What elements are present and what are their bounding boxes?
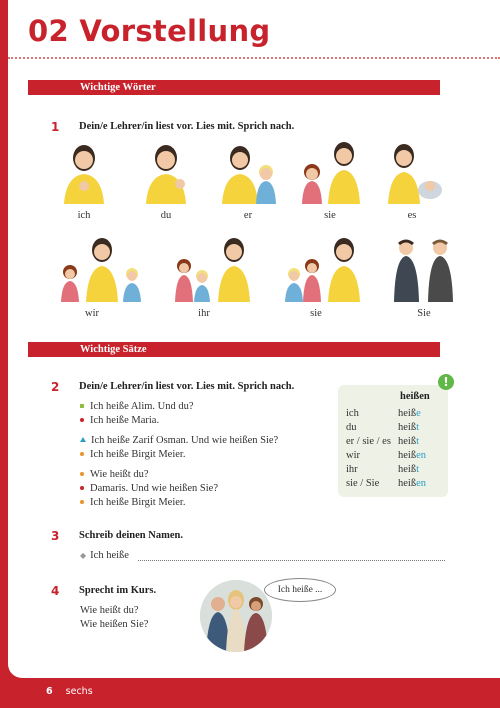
- grammar-box: [338, 385, 448, 497]
- pronoun-illustration-ich: [48, 138, 120, 224]
- page-title: [28, 14, 270, 48]
- chapter-number: 02: [28, 14, 69, 48]
- exercise-instruction: Dein/e Lehrer/in liest vor. Lies mit. Sprich nach.: [79, 121, 295, 132]
- exercise-number: 4: [51, 584, 60, 598]
- exercise-instruction: Schreib deinen Namen.: [79, 530, 183, 541]
- pronoun-label: ihr: [198, 308, 210, 319]
- section-banner-sentences: [28, 342, 440, 357]
- person-illustration: [130, 138, 202, 208]
- dot-bullet-icon: [80, 500, 84, 504]
- textbook-page: [8, 0, 500, 678]
- people-illustration: [56, 236, 146, 306]
- conjugation-row: ich heiße: [346, 408, 421, 419]
- pronoun-label: er: [243, 210, 253, 221]
- dialogue-line: Ich heiße Birgit Meier.: [80, 447, 185, 462]
- section-banner-label: Wichtige Wörter: [80, 82, 156, 93]
- section-banner-words: [28, 80, 440, 95]
- dialogue-line: Ich heiße Maria.: [80, 413, 159, 428]
- people-illustration: [212, 138, 284, 208]
- name-write-line[interactable]: [138, 560, 445, 561]
- pronoun-illustration-Sie-formal: [388, 236, 460, 322]
- pronoun-label: ich: [77, 210, 91, 221]
- dialogue-line: Damaris. Und wie heißen Sie?: [80, 481, 218, 496]
- people-illustration: [280, 236, 370, 306]
- pronoun-illustration-wir: [56, 236, 128, 322]
- conjugation-row: ihr heißt: [346, 464, 419, 475]
- pronoun-illustration-ihr: [168, 236, 240, 322]
- pronoun-label: sie: [324, 210, 336, 221]
- pronoun-label: es: [407, 210, 417, 221]
- people-illustration: [376, 138, 448, 208]
- triangle-bullet-icon: [80, 437, 86, 442]
- section-banner-label: Wichtige Sätze: [80, 344, 147, 355]
- exercise-number: 3: [51, 529, 60, 543]
- speech-bubble: Ich heiße ...: [264, 578, 336, 602]
- pronoun-illustration-du: [130, 138, 202, 224]
- exercise-instruction: Dein/e Lehrer/in liest vor. Lies mit. Sprich nach.: [79, 381, 295, 392]
- people-photo-illustration: [200, 580, 272, 652]
- square-bullet-icon: [80, 404, 84, 408]
- dialogue-line: Ich heiße Alim. Und du?: [80, 399, 194, 414]
- pronoun-illustration-es: [376, 138, 448, 224]
- question-line: Wie heißt du?: [80, 605, 139, 616]
- diamond-bullet-icon: ◆: [80, 551, 87, 560]
- people-illustration: [168, 236, 258, 306]
- conjugation-row: wir heißen: [346, 450, 426, 461]
- dot-bullet-icon: [80, 486, 84, 490]
- page-word: sechs: [65, 686, 93, 697]
- page-number: 6: [46, 686, 53, 697]
- exclamation-icon: !: [438, 374, 454, 390]
- dialogue-line: Ich heiße Birgit Meier.: [80, 495, 185, 510]
- people-illustration: [388, 236, 460, 306]
- question-line: Wie heißen Sie?: [80, 619, 149, 630]
- dot-bullet-icon: [80, 418, 84, 422]
- exercise-instruction: Sprecht im Kurs.: [79, 585, 157, 596]
- exercise-number: 1: [51, 120, 60, 134]
- conjugation-row: er / sie / es heißt: [346, 436, 419, 447]
- header-divider: [8, 57, 500, 59]
- conjugation-row: du heißt: [346, 422, 419, 433]
- exercise-number: 2: [51, 380, 60, 394]
- classroom-photo: [200, 580, 272, 652]
- dialogue-line: Wie heißt du?: [80, 467, 148, 482]
- pronoun-label: wir: [85, 308, 99, 319]
- name-prompt: ◆ Ich heiße: [80, 550, 129, 561]
- people-illustration: [294, 138, 366, 208]
- dialogue-line: Ich heiße Zarif Osman. Und wie heißen Sie?: [80, 433, 278, 448]
- pronoun-illustration-sie-plural: [280, 236, 352, 322]
- dot-bullet-icon: [80, 472, 84, 476]
- person-illustration: [48, 138, 120, 208]
- chapter-title: Vorstellung: [79, 14, 271, 48]
- grammar-header: heißen: [400, 391, 430, 402]
- page-footer: [46, 686, 93, 697]
- conjugation-row: sie / Sie heißen: [346, 478, 426, 489]
- pronoun-label: du: [160, 210, 172, 221]
- pronoun-illustration-er: [212, 138, 284, 224]
- pronoun-label: sie: [310, 308, 322, 319]
- pronoun-illustration-sie: [294, 138, 366, 224]
- dot-bullet-icon: [80, 452, 84, 456]
- pronoun-label: Sie: [417, 308, 431, 319]
